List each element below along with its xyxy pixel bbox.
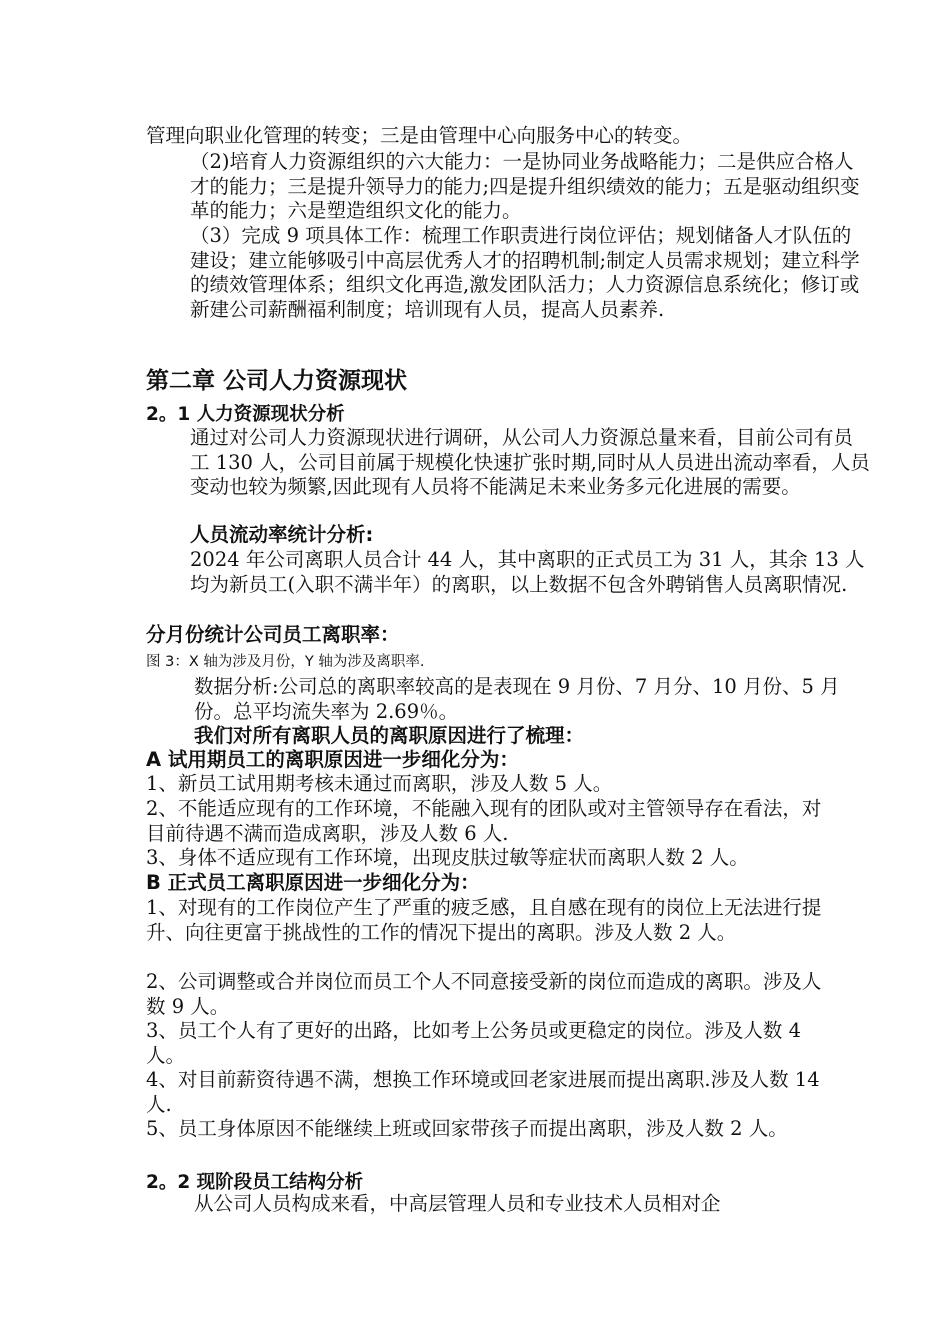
list-item: 1、对现有的工作岗位产生了严重的疲乏感，且自感在现有的岗位上无法进行提升、向往更富于挑战性的工作的情况下提出的离职。涉及人数 2 人。 [146,896,822,944]
regular-heading: B 正式员工离职原因进一步细化分为： [146,871,480,894]
section-2-2-paragraph: 从公司人员构成来看，中高层管理人员和专业技术人员相对企 [194,1192,721,1215]
list-item: 3、员工个人有了更好的出路，比如考上公务员或更稳定的岗位。涉及人数 4 人。 [146,1019,808,1067]
section-2-2-title: 2。2 现阶段员工结构分析 [146,1172,364,1193]
intro-paragraph-2: （2)培育人力资源组织的六大能力：一是协同业务战略能力；二是供应合格人才的能力；三是提升领导力的能力;四是提升组织绩效的能力；五是驱动组织变革的能力；六是塑造组织文化的能力。 [190,150,860,222]
section-2-1-paragraph: 通过对公司人力资源现状进行调研，从公司人力资源总量来看，目前公司有员工 130 人，公司目前属于规模化快速扩张时期,同时从人员进出流动率看，人员变动也较为频繁,因此现有人员将不能满足未来业务多元化进展的需要。 [190,426,870,498]
reasons-heading: 我们对所有离职人员的离职原因进行了梳理： [194,724,585,747]
chapter-title: 第二章 公司人力资源现状 [146,368,408,394]
list-item: 2、不能适应现有的工作环境，不能融入现有的团队或对主管领导存在看法，对目前待遇不满而造成离职，涉及人数 6 人. [146,797,822,845]
list-item: 3、身体不适应现有工作环境，出现皮肤过敏等症状而离职人数 2 人。 [146,846,749,869]
intro-paragraph-3: （3）完成 9 项具体工作：梳理工作职责进行岗位评估；规划储备人才队伍的建设；建立能够吸引中高层优秀人才的招聘机制;制定人员需求规划；建立科学的绩效管理体系；组织文化再造,激发团队活力；人力资源信息系统化；修订或新建公司薪酬福利制度；培训现有人员，提高人员素养. [190,224,860,321]
monthly-heading: 分月份统计公司员工离职率： [146,623,400,646]
analysis-paragraph: 数据分析:公司总的离职率较高的是表现在 9 月份、7 月分、10 月份、5 月份。总平均流失率为 2.69％。 [194,675,840,723]
list-item: 1、新员工试用期考核未通过而离职，涉及人数 5 人。 [146,772,613,795]
figure-caption: 图 3：X 轴为涉及月份，Y 轴为涉及离职率. [146,654,425,670]
list-item: 5、员工身体原因不能继续上班或回家带孩子而提出离职，涉及人数 2 人。 [146,1117,788,1140]
probation-heading: A 试用期员工的离职原因进一步细化分为： [146,748,519,771]
intro-line: 管理向职业化管理的转变；三是由管理中心向服务中心的转变。 [146,124,693,147]
list-item: 2、公司调整或合并岗位而员工个人不同意接受新的岗位而造成的离职。涉及人数 9 人。 [146,970,822,1018]
list-item: 4、对目前薪资待遇不满，想换工作环境或回老家进展而提出离职.涉及人数 14 人. [146,1068,826,1116]
turnover-paragraph: 2024 年公司离职人员合计 44 人，其中离职的正式员工为 31 人，其余 13 人均为新员工(入职不满半年）的离职，以上数据不包含外聘销售人员离职情况. [190,548,865,596]
turnover-heading: 人员流动率统计分析: [190,523,374,546]
section-2-1-title: 2。1 人力资源现状分析 [146,404,345,425]
